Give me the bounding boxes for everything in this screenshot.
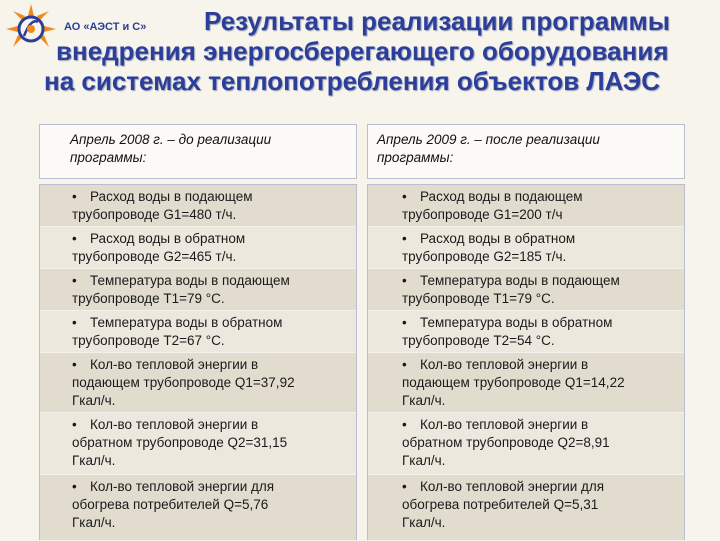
list-item: • Расход воды в подающем трубопроводе G1=200 т/ч [368,185,684,227]
list-item: • Расход воды в обратном трубопроводе G2=185 т/ч. [368,227,684,269]
list-item: • Кол-во тепловой энергии в обратном трубопроводе Q2=8,91 Гкал/ч. [368,413,684,475]
bullet-icon: • [402,273,407,288]
bullet-icon: • [402,417,407,432]
list-item: • Температура воды в обратном трубопроводе Т2=54 °С. [368,311,684,353]
bullet-icon: • [72,273,77,288]
bullet-icon: • [72,189,77,204]
list-item: • Температура воды в обратном трубопроводе Т2=67 °С. [40,311,356,353]
list-before [39,184,357,540]
list-item: • Кол-во тепловой энергии для обогрева потребителей Q=5,31 Гкал/ч. [368,475,684,541]
bullet-icon: • [72,315,77,330]
bullet-icon: • [72,417,77,432]
list-item: • Кол-во тепловой энергии для обогрева потребителей Q=5,76 Гкал/ч. [40,475,356,541]
bullet-icon: • [72,357,77,372]
column-heading-after: Апрель 2009 г. – после реализации программы: [367,124,685,179]
list-after [367,184,685,540]
title-line-3: на системах теплопотребления объектов ЛАЭС [44,66,661,96]
bullet-icon: • [402,315,407,330]
list-item: • Кол-во тепловой энергии в подающем трубопроводе Q1=37,92 Гкал/ч. [40,353,356,413]
bullet-icon: • [72,479,77,494]
list-item: • Температура воды в подающем трубопроводе Т1=79 °С. [368,269,684,311]
list-item: • Кол-во тепловой энергии в подающем трубопроводе Q1=14,22 Гкал/ч. [368,353,684,413]
list-item: • Кол-во тепловой энергии в обратном трубопроводе Q2=31,15 Гкал/ч. [40,413,356,475]
bullet-icon: • [402,357,407,372]
bullet-icon: • [402,231,407,246]
title-line-1: Результаты реализации программы [204,6,670,36]
list-item: • Температура воды в подающем трубопроводе Т1=79 °С. [40,269,356,311]
title-line-2: внедрения энергосберегающего оборудования [56,36,669,66]
column-heading-before: Апрель 2008 г. – до реализации программы: [39,124,357,179]
bullet-icon: • [402,479,407,494]
list-item: • Расход воды в подающем трубопроводе G1=480 т/ч. [40,185,356,227]
bullet-icon: • [72,231,77,246]
bullet-icon: • [402,189,407,204]
list-item: • Расход воды в обратном трубопроводе G2=465 т/ч. [40,227,356,269]
page-title [0,6,712,96]
company-name: АО «АЭСТ и С» [64,21,147,33]
